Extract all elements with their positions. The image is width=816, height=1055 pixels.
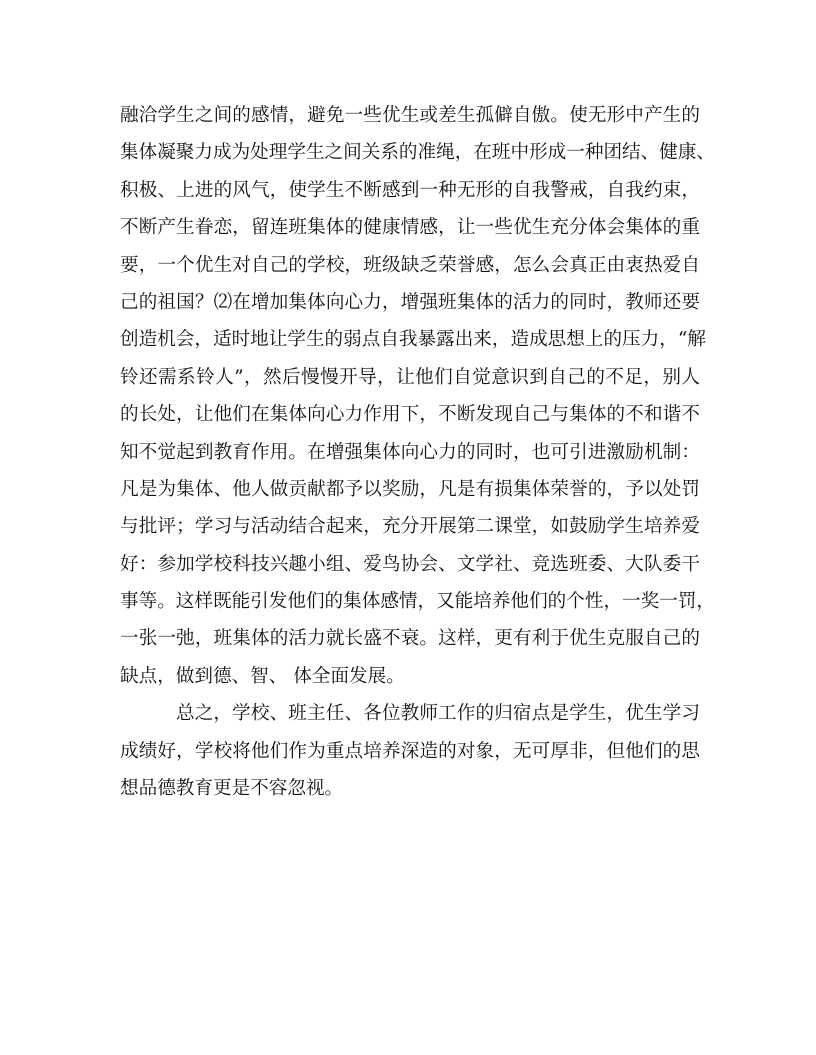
paragraph-1 xyxy=(120,97,716,695)
text-line: 集体凝聚力成为处理学生之间关系的准绳，在班中形成一种团结、健康、 xyxy=(120,142,716,164)
text-line: 要，一个优生对自己的学校，班级缺乏荣誉感，怎么会真正由衷热爱自 xyxy=(120,254,700,276)
text-line: 积极、上进的风气，使学生不断感到一种无形的自我警戒，自我约束， xyxy=(120,179,700,201)
text-line: 创造机会，适时地让学生的弱点自我暴露出来，造成思想上的压力，“解 xyxy=(120,329,706,351)
text-line: 总之，学校、班主任、各位教师工作的归宿点是学生，优生学习 xyxy=(176,703,700,725)
text-line: 好：参加学校科技兴趣小组、爱鸟协会、文学社、竞选班委、大队委干 xyxy=(120,553,700,575)
text-line: 事等。这样既能引发他们的集体感情，又能培养他们的个性，一奖一罚， xyxy=(120,591,716,613)
paragraph-2 xyxy=(120,695,700,807)
body-text xyxy=(120,97,716,807)
text-line: 融洽学生之间的感情，避免一些优生或差生孤僻自傲。使无形中产生的 xyxy=(120,105,700,126)
text-line: 己的祖国？⑵在增加集体向心力，增强班集体的活力的同时，教师还要 xyxy=(120,291,700,313)
text-line: 成绩好，学校将他们作为重点培养深造的对象，无可厚非，但他们的思 xyxy=(120,740,700,762)
text-line: 凡是为集体、他人做贡献都予以奖励，凡是有损集体荣誉的，予以处罚 xyxy=(120,478,700,500)
text-line: 不断产生眷恋，留连班集体的健康情感，让一些优生充分体会集体的重 xyxy=(120,217,700,239)
text-line: 缺点，做到德、智、 体全面发展。 xyxy=(120,665,405,687)
text-line: 一张一弛，班集体的活力就长盛不衰。这样，更有利于优生克服自己的 xyxy=(120,628,700,650)
text-line: 想品德教育更是不容忽视。 xyxy=(120,778,344,800)
text-line: 与批评；学习与活动结合起来，充分开展第二课堂，如鼓励学生培养爱 xyxy=(120,516,700,538)
text-line: 的长处，让他们在集体向心力作用下，不断发现自己与集体的不和谐不 xyxy=(120,404,700,426)
text-line: 铃还需系铃人”，然后慢慢开导，让他们自觉意识到自己的不足，别人 xyxy=(120,366,700,388)
text-line: 知不觉起到教育作用。在增强集体向心力的同时，也可引进激励机制： xyxy=(120,441,700,463)
